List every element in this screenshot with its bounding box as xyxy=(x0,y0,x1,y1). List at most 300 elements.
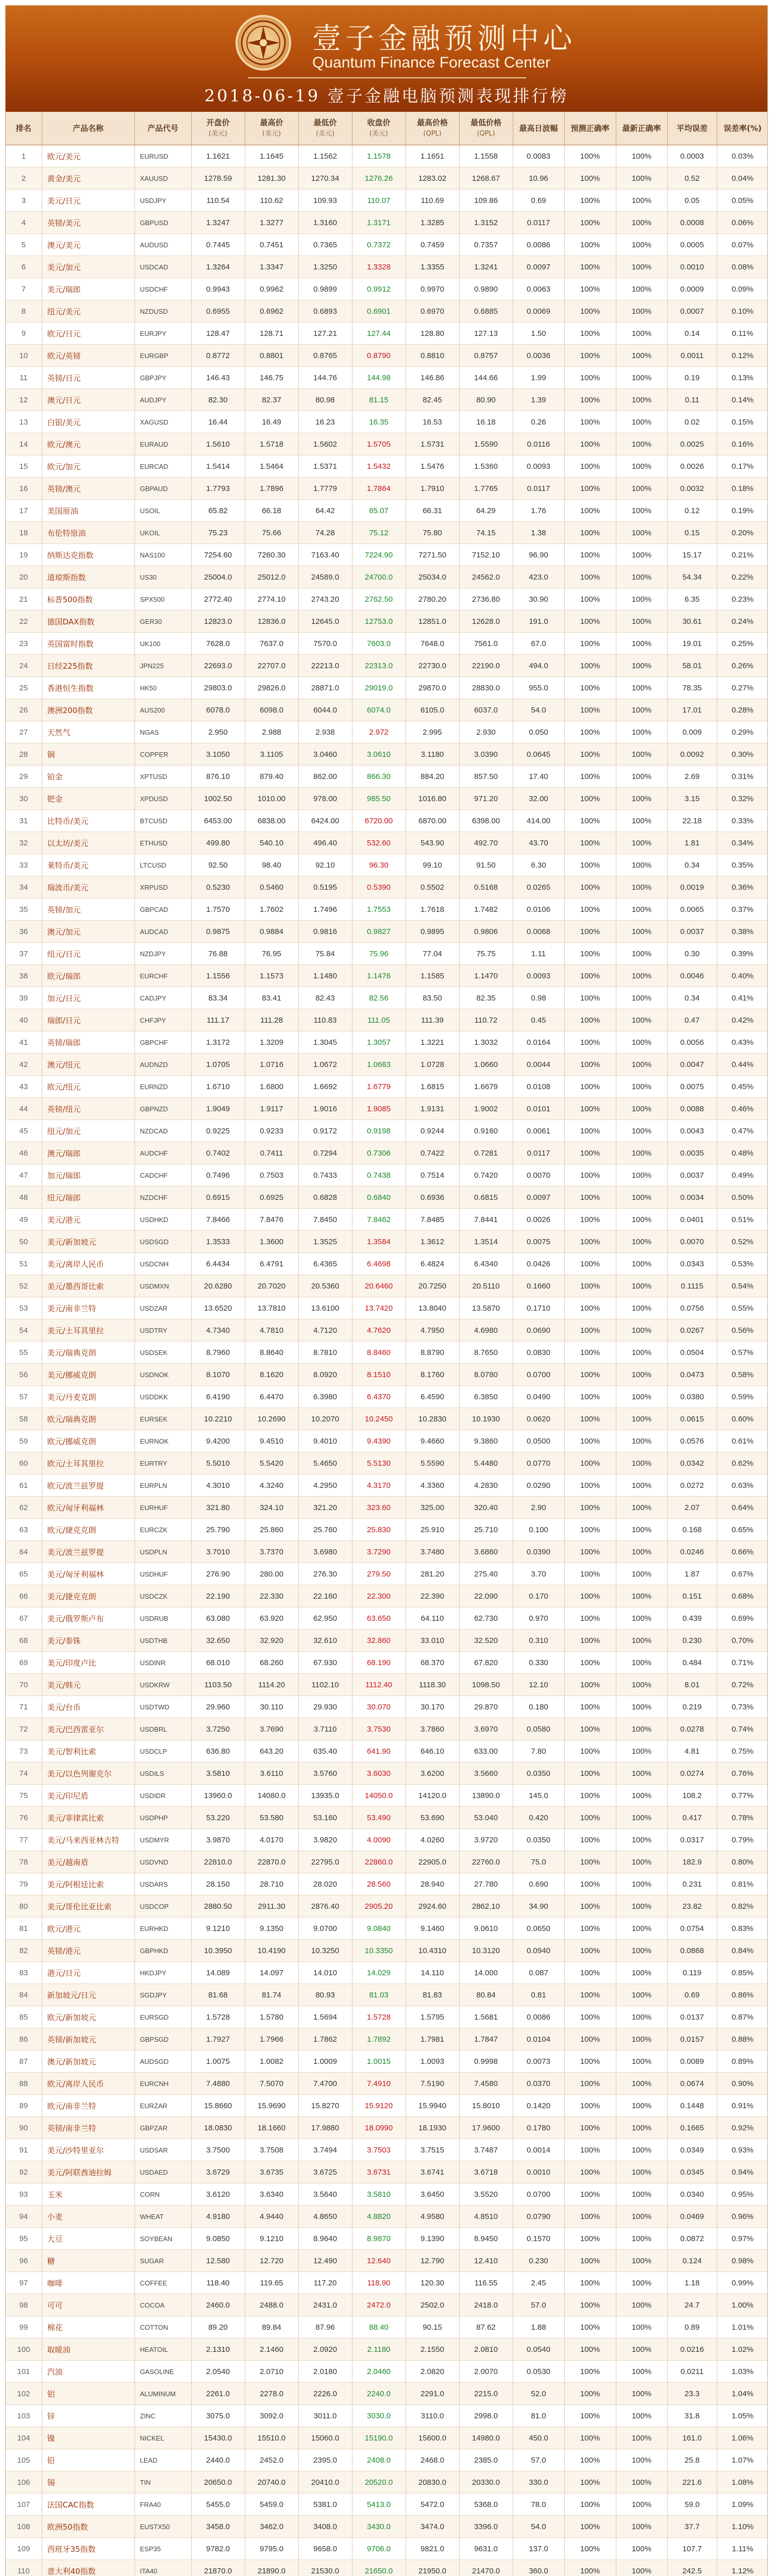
table-row xyxy=(6,1630,768,1652)
table-row xyxy=(6,2272,768,2294)
latest-accuracy-cell: 100% xyxy=(616,2427,667,2449)
range-cell: 32.00 xyxy=(513,788,564,810)
high-cell: 7.5070 xyxy=(245,2073,298,2095)
qpl-low-cell: 14980.0 xyxy=(459,2427,513,2449)
open-cell: 7628.0 xyxy=(191,633,245,655)
latest-accuracy-cell: 100% xyxy=(616,1829,667,1851)
range-cell: 0.0940 xyxy=(513,1940,564,1962)
close-cell: 279.50 xyxy=(352,1563,406,1585)
qpl-high-cell: 25034.0 xyxy=(406,566,459,588)
error-rate-cell: 0.12% xyxy=(717,345,768,367)
close-cell: 0.6901 xyxy=(352,300,406,323)
range-cell: 0.0645 xyxy=(513,743,564,766)
error-rate-cell: 0.29% xyxy=(717,721,768,743)
latest-accuracy-cell: 100% xyxy=(616,633,667,655)
error-rate-cell: 0.71% xyxy=(717,1652,768,1674)
table-row xyxy=(6,2139,768,2161)
latest-accuracy-cell: 100% xyxy=(616,1873,667,1895)
name-cell: 美元/南非兰特 xyxy=(42,1297,135,1319)
table-row xyxy=(6,1209,768,1231)
latest-accuracy-cell: 100% xyxy=(616,766,667,788)
accuracy-cell: 100% xyxy=(564,832,616,854)
error-rate-cell: 0.72% xyxy=(717,1674,768,1696)
low-cell: 7.8450 xyxy=(298,1209,352,1231)
open-cell: 2460.0 xyxy=(191,2294,245,2316)
average-error-cell: 0.0246 xyxy=(667,1541,717,1563)
range-cell: 3.70 xyxy=(513,1563,564,1585)
latest-accuracy-cell: 100% xyxy=(616,2316,667,2338)
code-cell: TIN xyxy=(135,2471,191,2494)
latest-accuracy-cell: 100% xyxy=(616,190,667,212)
name-cell: 取暖油 xyxy=(42,2338,135,2361)
open-cell: 92.50 xyxy=(191,854,245,876)
error-rate-cell: 0.82% xyxy=(717,1895,768,1918)
error-rate-cell: 0.77% xyxy=(717,1785,768,1807)
open-cell: 82.30 xyxy=(191,389,245,411)
range-cell: 0.0540 xyxy=(513,2338,564,2361)
qpl-low-cell: 6398.00 xyxy=(459,810,513,832)
high-cell: 76.95 xyxy=(245,943,298,965)
name-cell: 欧元/挪威克朗 xyxy=(42,1430,135,1452)
high-cell: 15.9690 xyxy=(245,2095,298,2117)
column-header-label: 最高价格 xyxy=(416,118,448,127)
low-cell: 87.96 xyxy=(298,2316,352,2338)
code-cell: AUDCHF xyxy=(135,1142,191,1164)
name-cell: 大豆 xyxy=(42,2228,135,2250)
table-row xyxy=(6,2161,768,2183)
qpl-low-cell: 6.3850 xyxy=(459,1386,513,1408)
low-cell: 22.160 xyxy=(298,1585,352,1607)
code-cell: USDSAR xyxy=(135,2139,191,2161)
latest-accuracy-cell: 100% xyxy=(616,854,667,876)
table-row xyxy=(6,411,768,433)
accuracy-cell: 100% xyxy=(564,965,616,987)
low-cell: 9658.0 xyxy=(298,2538,352,2560)
close-cell: 1.7892 xyxy=(352,2028,406,2050)
range-cell: 1.99 xyxy=(513,367,564,389)
high-cell: 1.6800 xyxy=(245,1076,298,1098)
close-cell: 10.3350 xyxy=(352,1940,406,1962)
error-rate-cell: 0.58% xyxy=(717,1364,768,1386)
low-cell: 6044.0 xyxy=(298,699,352,721)
accuracy-cell: 100% xyxy=(564,943,616,965)
high-cell: 6098.0 xyxy=(245,699,298,721)
qpl-low-cell: 10.3120 xyxy=(459,1940,513,1962)
close-cell: 4.0090 xyxy=(352,1829,406,1851)
latest-accuracy-cell: 100% xyxy=(616,2006,667,2028)
qpl-high-cell: 2.0820 xyxy=(406,2361,459,2383)
table-row xyxy=(6,433,768,455)
qpl-low-cell: 2418.0 xyxy=(459,2294,513,2316)
close-cell: 96.30 xyxy=(352,854,406,876)
average-error-cell: 0.0868 xyxy=(667,1940,717,1962)
code-cell: USDBRL xyxy=(135,1718,191,1740)
name-cell: 美元/智利比索 xyxy=(42,1740,135,1762)
open-cell: 2261.0 xyxy=(191,2383,245,2405)
name-cell: 欧元/南非兰特 xyxy=(42,2095,135,2117)
low-cell: 2743.20 xyxy=(298,588,352,611)
name-cell: 玉米 xyxy=(42,2183,135,2206)
average-error-cell: 58.01 xyxy=(667,655,717,677)
low-cell: 6424.00 xyxy=(298,810,352,832)
error-rate-cell: 0.87% xyxy=(717,2006,768,2028)
error-rate-cell: 1.02% xyxy=(717,2338,768,2361)
qpl-high-cell: 82.45 xyxy=(406,389,459,411)
qpl-high-cell: 281.20 xyxy=(406,1563,459,1585)
code-cell: EURNOK xyxy=(135,1430,191,1452)
table-row xyxy=(6,2028,768,2050)
table-row xyxy=(6,1851,768,1873)
open-cell: 28.150 xyxy=(191,1873,245,1895)
rank-cell: 70 xyxy=(6,1674,42,1696)
open-cell: 83.34 xyxy=(191,987,245,1009)
open-cell: 128.47 xyxy=(191,323,245,345)
low-cell: 1.1480 xyxy=(298,965,352,987)
rank-cell: 107 xyxy=(6,2494,42,2516)
low-cell: 12645.0 xyxy=(298,611,352,633)
latest-accuracy-cell: 100% xyxy=(616,2050,667,2073)
error-rate-cell: 1.01% xyxy=(717,2316,768,2338)
latest-accuracy-cell: 100% xyxy=(616,699,667,721)
error-rate-cell: 0.35% xyxy=(717,854,768,876)
average-error-cell: 0.0037 xyxy=(667,921,717,943)
latest-accuracy-cell: 100% xyxy=(616,2383,667,2405)
range-cell: 2.45 xyxy=(513,2272,564,2294)
accuracy-cell: 100% xyxy=(564,2073,616,2095)
accuracy-cell: 100% xyxy=(564,212,616,234)
range-cell: 330.0 xyxy=(513,2471,564,2494)
qpl-low-cell: 4.8510 xyxy=(459,2206,513,2228)
code-cell: EURAUD xyxy=(135,433,191,455)
open-cell: 499.80 xyxy=(191,832,245,854)
high-cell: 25.860 xyxy=(245,1519,298,1541)
accuracy-cell: 100% xyxy=(564,256,616,278)
accuracy-cell: 100% xyxy=(564,1319,616,1342)
error-rate-cell: 0.79% xyxy=(717,1829,768,1851)
qpl-low-cell: 1.1470 xyxy=(459,965,513,987)
qpl-high-cell: 2.1550 xyxy=(406,2338,459,2361)
code-cell: GBPUSD xyxy=(135,212,191,234)
range-cell: 0.1570 xyxy=(513,2228,564,2250)
close-cell: 25.830 xyxy=(352,1519,406,1541)
latest-accuracy-cell: 100% xyxy=(616,1297,667,1319)
close-cell: 1.3328 xyxy=(352,256,406,278)
high-cell: 7.8476 xyxy=(245,1209,298,1231)
close-cell: 0.9198 xyxy=(352,1120,406,1142)
range-cell: 0.170 xyxy=(513,1585,564,1607)
range-cell: 0.0044 xyxy=(513,1054,564,1076)
high-cell: 0.9962 xyxy=(245,278,298,300)
range-cell: 0.0075 xyxy=(513,1231,564,1253)
name-cell: 美元/日元 xyxy=(42,190,135,212)
range-cell: 0.420 xyxy=(513,1807,564,1829)
average-error-cell: 0.0272 xyxy=(667,1475,717,1497)
latest-accuracy-cell: 100% xyxy=(616,965,667,987)
error-rate-cell: 1.04% xyxy=(717,2383,768,2405)
high-cell: 1.5718 xyxy=(245,433,298,455)
average-error-cell: 0.0349 xyxy=(667,2139,717,2161)
low-cell: 1.7496 xyxy=(298,899,352,921)
range-cell: 1.38 xyxy=(513,522,564,544)
accuracy-cell: 100% xyxy=(564,345,616,367)
open-cell: 9.1210 xyxy=(191,1918,245,1940)
column-header xyxy=(513,112,564,145)
range-cell: 0.0490 xyxy=(513,1386,564,1408)
table-row xyxy=(6,2316,768,2338)
table-row xyxy=(6,987,768,1009)
latest-accuracy-cell: 100% xyxy=(616,1762,667,1785)
report-page xyxy=(5,5,768,2576)
error-rate-cell: 0.23% xyxy=(717,588,768,611)
close-cell: 1.5728 xyxy=(352,2006,406,2028)
open-cell: 22810.0 xyxy=(191,1851,245,1873)
range-cell: 0.0580 xyxy=(513,1718,564,1740)
error-rate-cell: 0.45% xyxy=(717,1076,768,1098)
latest-accuracy-cell: 100% xyxy=(616,588,667,611)
low-cell: 7570.0 xyxy=(298,633,352,655)
qpl-high-cell: 146.86 xyxy=(406,367,459,389)
low-cell: 1.5602 xyxy=(298,433,352,455)
code-cell: GBPCHF xyxy=(135,1031,191,1054)
range-cell: 0.0036 xyxy=(513,345,564,367)
name-cell: 美元/瑞典克朗 xyxy=(42,1342,135,1364)
close-cell: 985.50 xyxy=(352,788,406,810)
qpl-low-cell: 4.6980 xyxy=(459,1319,513,1342)
qpl-high-cell: 9821.0 xyxy=(406,2538,459,2560)
qpl-low-cell: 3.6718 xyxy=(459,2161,513,2183)
high-cell: 1.5780 xyxy=(245,2006,298,2028)
low-cell: 12.490 xyxy=(298,2250,352,2272)
accuracy-cell: 100% xyxy=(564,2250,616,2272)
code-cell: USDTRY xyxy=(135,1319,191,1342)
accuracy-cell: 100% xyxy=(564,1585,616,1607)
qpl-low-cell: 87.62 xyxy=(459,2316,513,2338)
table-row xyxy=(6,899,768,921)
table-row xyxy=(6,2183,768,2206)
rank-cell: 78 xyxy=(6,1851,42,1873)
table-row xyxy=(6,1054,768,1076)
rank-cell: 65 xyxy=(6,1563,42,1585)
table-row xyxy=(6,1873,768,1895)
qpl-low-cell: 492.70 xyxy=(459,832,513,854)
table-row xyxy=(6,2095,768,2117)
table-row xyxy=(6,1031,768,1054)
rank-cell: 40 xyxy=(6,1009,42,1031)
close-cell: 0.6840 xyxy=(352,1187,406,1209)
close-cell: 8.8460 xyxy=(352,1342,406,1364)
accuracy-cell: 100% xyxy=(564,1209,616,1231)
qpl-high-cell: 0.7459 xyxy=(406,234,459,256)
qpl-low-cell: 0.7420 xyxy=(459,1164,513,1187)
rank-cell: 35 xyxy=(6,899,42,921)
name-cell: 美元/韩元 xyxy=(42,1674,135,1696)
range-cell: 0.100 xyxy=(513,1519,564,1541)
average-error-cell: 0.0034 xyxy=(667,1187,717,1209)
low-cell: 4.2950 xyxy=(298,1475,352,1497)
rank-cell: 60 xyxy=(6,1452,42,1475)
code-cell: USDCZK xyxy=(135,1585,191,1607)
average-error-cell: 59.0 xyxy=(667,2494,717,2516)
high-cell: 1.7602 xyxy=(245,899,298,921)
qpl-low-cell: 13.5870 xyxy=(459,1297,513,1319)
latest-accuracy-cell: 100% xyxy=(616,500,667,522)
range-cell: 0.0104 xyxy=(513,2028,564,2050)
average-error-cell: 54.34 xyxy=(667,566,717,588)
open-cell: 1103.50 xyxy=(191,1674,245,1696)
qpl-high-cell: 8.8790 xyxy=(406,1342,459,1364)
average-error-cell: 0.0065 xyxy=(667,899,717,921)
rank-cell: 102 xyxy=(6,2383,42,2405)
error-rate-cell: 0.57% xyxy=(717,1342,768,1364)
name-cell: 英镑/瑞郎 xyxy=(42,1031,135,1054)
name-cell: 日经225指数 xyxy=(42,655,135,677)
rank-cell: 1 xyxy=(6,145,42,167)
qpl-high-cell: 0.7514 xyxy=(406,1164,459,1187)
high-cell: 3462.0 xyxy=(245,2516,298,2538)
close-cell: 0.5390 xyxy=(352,876,406,899)
qpl-low-cell: 110.72 xyxy=(459,1009,513,1031)
qpl-high-cell: 4.3360 xyxy=(406,1475,459,1497)
qpl-high-cell: 128.80 xyxy=(406,323,459,345)
open-cell: 6.4434 xyxy=(191,1253,245,1275)
latest-accuracy-cell: 100% xyxy=(616,2494,667,2516)
qpl-high-cell: 15600.0 xyxy=(406,2427,459,2449)
table-row xyxy=(6,455,768,478)
column-header-unit: (美元) xyxy=(315,130,335,138)
close-cell: 16.35 xyxy=(352,411,406,433)
name-cell: 英镑/澳元 xyxy=(42,478,135,500)
close-cell: 118.90 xyxy=(352,2272,406,2294)
high-cell: 21890.0 xyxy=(245,2560,298,2576)
low-cell: 20.5360 xyxy=(298,1275,352,1297)
qpl-low-cell: 2.0810 xyxy=(459,2338,513,2361)
open-cell: 146.43 xyxy=(191,367,245,389)
range-cell: 0.0014 xyxy=(513,2139,564,2161)
latest-accuracy-cell: 100% xyxy=(616,2449,667,2471)
average-error-cell: 0.0674 xyxy=(667,2073,717,2095)
name-cell: 澳元/纽元 xyxy=(42,1054,135,1076)
qpl-low-cell: 25.710 xyxy=(459,1519,513,1541)
code-cell: USDJPY xyxy=(135,190,191,212)
qpl-high-cell: 3474.0 xyxy=(406,2516,459,2538)
qpl-high-cell: 4.7950 xyxy=(406,1319,459,1342)
qpl-low-cell: 12628.0 xyxy=(459,611,513,633)
brand-logo xyxy=(236,15,291,71)
column-header-label: 最高日波幅 xyxy=(519,124,558,133)
code-cell: USDHKD xyxy=(135,1209,191,1231)
low-cell: 635.40 xyxy=(298,1740,352,1762)
error-rate-cell: 0.56% xyxy=(717,1319,768,1342)
average-error-cell: 0.34 xyxy=(667,854,717,876)
table-row xyxy=(6,367,768,389)
qpl-low-cell: 0.9998 xyxy=(459,2050,513,2073)
qpl-high-cell: 1.0093 xyxy=(406,2050,459,2073)
rank-cell: 49 xyxy=(6,1209,42,1231)
range-cell: 0.0530 xyxy=(513,2361,564,2383)
rank-cell: 98 xyxy=(6,2294,42,2316)
high-cell: 12.720 xyxy=(245,2250,298,2272)
error-rate-cell: 0.36% xyxy=(717,876,768,899)
qpl-high-cell: 64.110 xyxy=(406,1607,459,1630)
low-cell: 0.8765 xyxy=(298,345,352,367)
average-error-cell: 0.15 xyxy=(667,522,717,544)
average-error-cell: 221.6 xyxy=(667,2471,717,2494)
qpl-high-cell: 1.3612 xyxy=(406,1231,459,1253)
code-cell: EURTRY xyxy=(135,1452,191,1475)
error-rate-cell: 0.67% xyxy=(717,1563,768,1585)
qpl-high-cell: 75.80 xyxy=(406,522,459,544)
high-cell: 28.710 xyxy=(245,1873,298,1895)
close-cell: 3.6030 xyxy=(352,1762,406,1785)
accuracy-cell: 100% xyxy=(564,766,616,788)
code-cell: LTCUSD xyxy=(135,854,191,876)
close-cell: 3.7530 xyxy=(352,1718,406,1740)
average-error-cell: 0.12 xyxy=(667,500,717,522)
qpl-high-cell: 111.39 xyxy=(406,1009,459,1031)
error-rate-cell: 0.55% xyxy=(717,1297,768,1319)
qpl-high-cell: 7271.50 xyxy=(406,544,459,566)
range-cell: 0.0117 xyxy=(513,478,564,500)
latest-accuracy-cell: 100% xyxy=(616,478,667,500)
qpl-low-cell: 0.9806 xyxy=(459,921,513,943)
table-row xyxy=(6,766,768,788)
qpl-low-cell: 17.9600 xyxy=(459,2117,513,2139)
qpl-low-cell: 80.90 xyxy=(459,389,513,411)
qpl-low-cell: 1098.50 xyxy=(459,1674,513,1696)
qpl-low-cell: 320.40 xyxy=(459,1497,513,1519)
open-cell: 1.3172 xyxy=(191,1031,245,1054)
qpl-low-cell: 32.520 xyxy=(459,1630,513,1652)
latest-accuracy-cell: 100% xyxy=(616,2560,667,2576)
latest-accuracy-cell: 100% xyxy=(616,921,667,943)
name-cell: 美元/土耳其里拉 xyxy=(42,1319,135,1342)
high-cell: 1010.00 xyxy=(245,788,298,810)
error-rate-cell: 1.10% xyxy=(717,2516,768,2538)
error-rate-cell: 0.25% xyxy=(717,633,768,655)
range-cell: 450.0 xyxy=(513,2427,564,2449)
high-cell: 6.4470 xyxy=(245,1386,298,1408)
high-cell: 5.5420 xyxy=(245,1452,298,1475)
rank-cell: 109 xyxy=(6,2538,42,2560)
accuracy-cell: 100% xyxy=(564,1718,616,1740)
open-cell: 0.6955 xyxy=(191,300,245,323)
open-cell: 1.5610 xyxy=(191,433,245,455)
table-row xyxy=(6,1452,768,1475)
accuracy-cell: 100% xyxy=(564,478,616,500)
average-error-cell: 0.1115 xyxy=(667,1275,717,1297)
close-cell: 8.1510 xyxy=(352,1364,406,1386)
latest-accuracy-cell: 100% xyxy=(616,1585,667,1607)
rank-cell: 7 xyxy=(6,278,42,300)
close-cell: 1.6779 xyxy=(352,1076,406,1098)
name-cell: 铅 xyxy=(42,2449,135,2471)
low-cell: 80.98 xyxy=(298,389,352,411)
table-row xyxy=(6,1718,768,1740)
code-cell: UK100 xyxy=(135,633,191,655)
qpl-low-cell: 74.15 xyxy=(459,522,513,544)
rank-cell: 8 xyxy=(6,300,42,323)
error-rate-cell: 0.54% xyxy=(717,1275,768,1297)
open-cell: 7.8466 xyxy=(191,1209,245,1231)
latest-accuracy-cell: 100% xyxy=(616,2206,667,2228)
open-cell: 22.190 xyxy=(191,1585,245,1607)
code-cell: NZDUSD xyxy=(135,300,191,323)
qpl-high-cell: 2780.20 xyxy=(406,588,459,611)
range-cell: 0.0830 xyxy=(513,1342,564,1364)
name-cell: 钯金 xyxy=(42,788,135,810)
high-cell: 16.49 xyxy=(245,411,298,433)
table-row xyxy=(6,145,768,167)
